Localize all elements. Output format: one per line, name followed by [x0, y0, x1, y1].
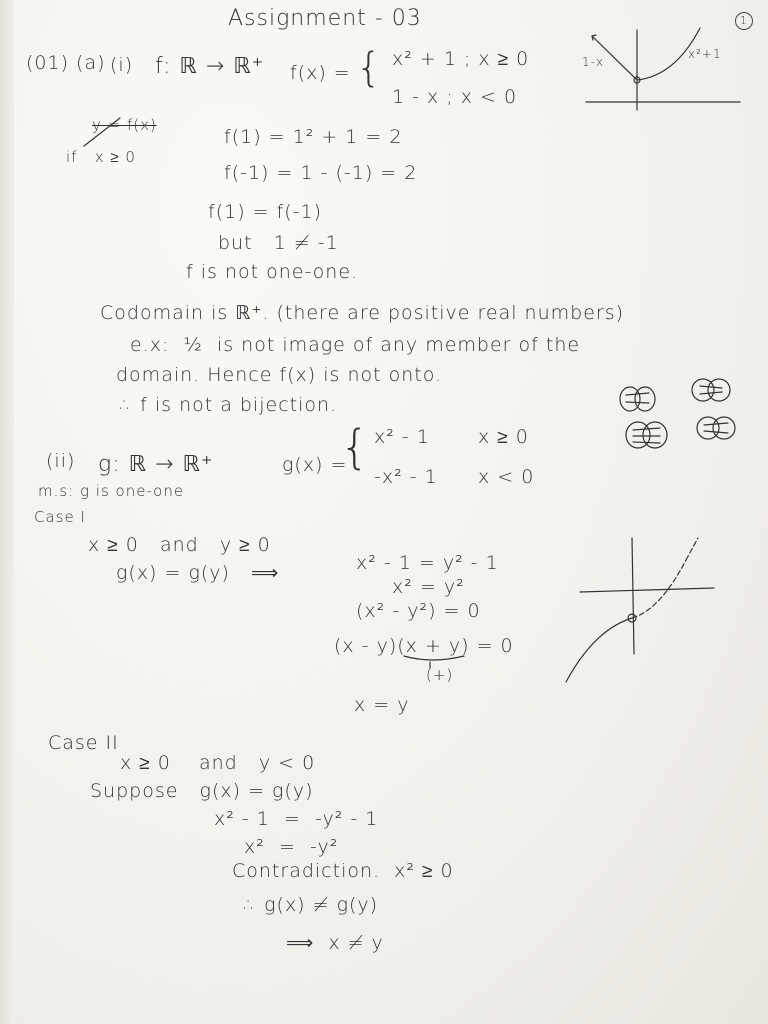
side-note-2: if x ≥ 0 [66, 148, 136, 166]
brace: { [356, 45, 383, 91]
case-1-line-8: x = y [354, 694, 410, 716]
case-2-line-7: ⟹ x ≠ y [286, 932, 384, 954]
part-ii-piece-1-cond: x ≥ 0 [478, 426, 529, 448]
to-show: m.s: g is one-one [38, 482, 185, 500]
graph-label-left: 1-x [582, 55, 605, 69]
page-number: 1 [735, 12, 753, 30]
case-1-line-3: x² - 1 = y² - 1 [356, 552, 499, 574]
case-2-title: Case II [48, 732, 119, 754]
step-3: f(1) = f(-1) [208, 201, 323, 223]
part-ii-mapping: g: ℝ → ℝ⁺ [98, 452, 214, 477]
codomain-line-2: e.x: ½ is not image of any member of the [130, 334, 581, 356]
side-note-strike [84, 118, 120, 146]
graph-2-y-axis [632, 538, 634, 654]
underbrace [404, 656, 464, 660]
codomain-line-1: Codomain is ℝ⁺. (there are positive real numbers) [100, 302, 625, 324]
step-1: f(1) = 1² + 1 = 2 [224, 126, 403, 148]
page-title: Assignment - 03 [228, 6, 422, 31]
graph-2-x-axis [580, 588, 714, 592]
case-2-line-5: Contradiction. x² ≥ 0 [232, 860, 454, 882]
case-2-line-6: ∴ g(x) ≠ g(y) [244, 894, 379, 916]
case-1-line-1: x ≥ 0 and y ≥ 0 [88, 534, 271, 556]
case-1-positive-note: (+) [426, 666, 454, 684]
side-note-1: y = f(x) [92, 116, 157, 134]
graph-2-left-branch [566, 618, 632, 682]
case-1-line-6: (x - y)(x + y) = 0 [334, 635, 514, 657]
case-1-line-2: g(x) = g(y) ⟹ [116, 562, 280, 584]
part-i-mapping: f: ℝ → ℝ⁺ [155, 54, 265, 79]
codomain-line-4: ∴ f is not a bijection. [120, 394, 338, 416]
case-2-line-1: x ≥ 0 and y < 0 [120, 752, 316, 774]
case-2-line-3: x² - 1 = -y² - 1 [214, 808, 379, 830]
case-1-line-4: x² = y² [392, 576, 465, 598]
case-1-line-5: (x² - y²) = 0 [356, 600, 481, 622]
graph-part-ii [566, 538, 714, 682]
part-ii-piece-2: -x² - 1 [374, 466, 438, 488]
part-i-def-lhs: f(x) = [290, 62, 351, 84]
part-ii-def-lhs: g(x) = [282, 454, 348, 476]
brace-ii: { [340, 420, 371, 474]
part-i-label: (i) [110, 54, 134, 76]
part-ii-piece-2-cond: x < 0 [478, 466, 535, 488]
graph-1-parabola-right [637, 28, 700, 80]
part-ii-piece-1: x² - 1 [374, 426, 430, 448]
question-label: (01) (a) [26, 52, 106, 74]
graph-1-line-left [592, 36, 637, 80]
part-ii-label: (ii) [46, 450, 76, 472]
step-2: f(-1) = 1 - (-1) = 2 [224, 162, 418, 184]
case-2-line-2: Suppose g(x) = g(y) [90, 780, 314, 802]
graph-label-right: x²+1 [688, 47, 722, 61]
codomain-line-3: domain. Hence f(x) is not onto. [116, 364, 443, 386]
part-i-piece-2: 1 - x ; x < 0 [392, 86, 518, 108]
part-i-piece-1: x² + 1 ; x ≥ 0 [392, 48, 530, 70]
mapping-doodles [620, 379, 735, 448]
case-2-line-4: x² = -y² [244, 836, 339, 858]
step-5: f is not one-one. [186, 261, 359, 283]
graph-part-i [586, 28, 740, 110]
case-1-title: Case I [34, 508, 86, 526]
step-4: but 1 ≠ -1 [218, 232, 339, 254]
